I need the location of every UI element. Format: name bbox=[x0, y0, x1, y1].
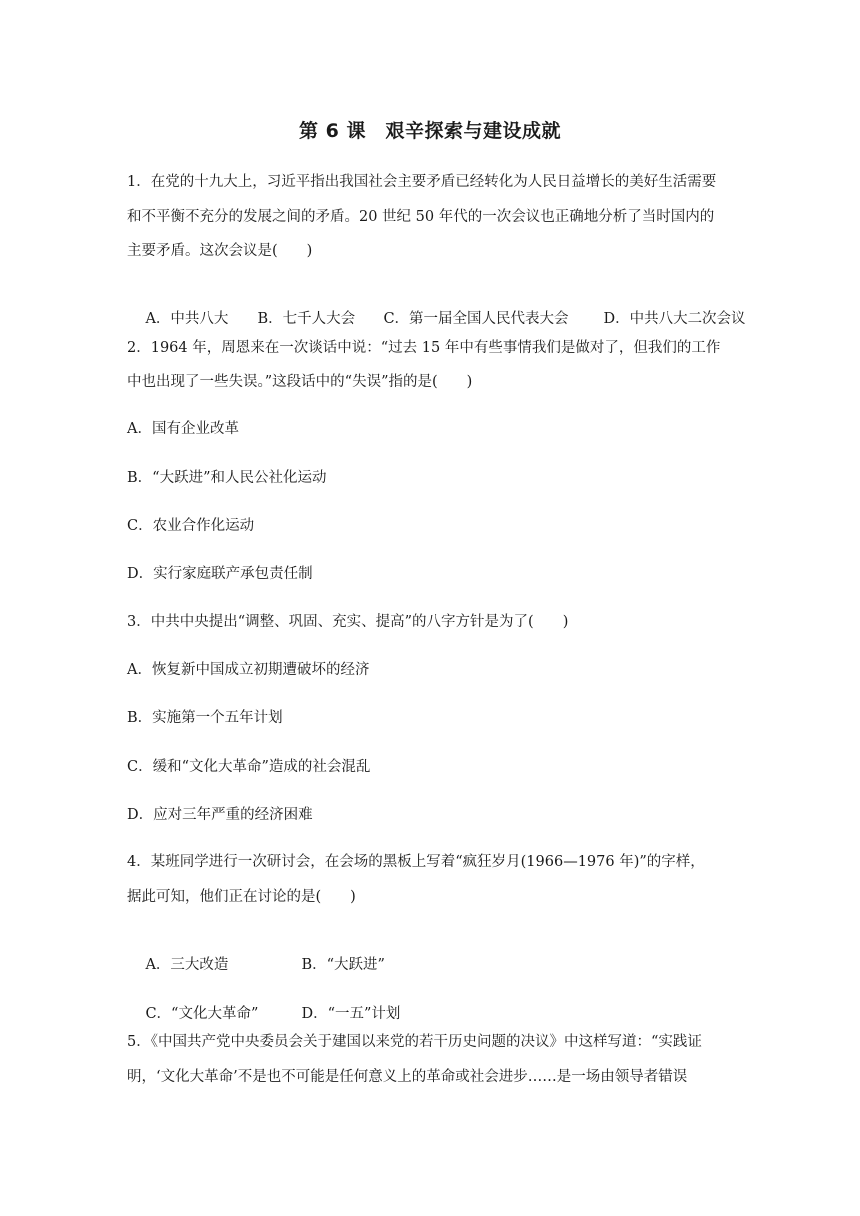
q4-option-b[interactable]: B．“大跃进” bbox=[301, 957, 385, 973]
q1-option-d[interactable]: D．中共八大二次会议 bbox=[603, 311, 746, 327]
q5-line-2: 明，‘文化大革命’不是也不可能是任何意义上的革命或社会进步……是一场由领导者错误 bbox=[127, 1069, 688, 1085]
q2-line-1: 2．1964 年，周恩来在一次谈话中说：“过去 15 年中有些事情我们是做对了，但我们的工作 bbox=[127, 340, 721, 356]
q3-option-a[interactable]: A．恢复新中国成立初期遭破坏的经济 bbox=[127, 662, 370, 678]
q1-option-b[interactable]: B．七千人大会 bbox=[257, 311, 356, 327]
page-title: 第 6 课 艰辛探索与建设成就 bbox=[299, 120, 561, 142]
q4-option-a[interactable]: A．三大改造 bbox=[145, 957, 229, 973]
q4-line-1: 4．某班同学进行一次研讨会，在会场的黑板上写着“疯狂岁月(1966—1976 年)”的字样， bbox=[127, 854, 705, 870]
q3-option-d[interactable]: D．应对三年严重的经济困难 bbox=[127, 807, 313, 823]
q5-line-1: 5．《中国共产党中央委员会关于建国以来党的若干历史问题的决议》中这样写道：“实践证 bbox=[127, 1034, 702, 1050]
q1-option-a[interactable]: A．中共八大 bbox=[145, 311, 229, 327]
q3-option-b[interactable]: B．实施第一个五年计划 bbox=[127, 710, 283, 726]
q2-line-2: 中也出现了一些失误。”这段话中的“失误”指的是( ) bbox=[127, 374, 473, 390]
q1-line-2: 和不平衡不充分的发展之间的矛盾。20 世纪 50 年代的一次会议也正确地分析了当时国内的 bbox=[127, 209, 715, 225]
q3-line-1: 3．中共中央提出“调整、巩固、充实、提高”的八字方针是为了( ) bbox=[127, 614, 569, 630]
q1-option-c[interactable]: C．第一届全国人民代表大会 bbox=[383, 311, 569, 327]
q4-line-2: 据此可知，他们正在讨论的是( ) bbox=[127, 889, 356, 905]
q2-option-d[interactable]: D．实行家庭联产承包责任制 bbox=[127, 566, 313, 582]
q2-option-b[interactable]: B．“大跃进”和人民公社化运动 bbox=[127, 470, 327, 486]
q4-option-d[interactable]: D．“一五”计划 bbox=[301, 1006, 401, 1022]
q1-line-1: 1．在党的十九大上，习近平指出我国社会主要矛盾已经转化为人民日益增长的美好生活需要 bbox=[127, 174, 717, 190]
q3-option-c[interactable]: C．缓和“文化大革命”造成的社会混乱 bbox=[127, 759, 371, 775]
q1-line-3: 主要矛盾。这次会议是( ) bbox=[127, 243, 313, 259]
q2-option-a[interactable]: A．国有企业改革 bbox=[127, 421, 239, 437]
q2-option-c[interactable]: C．农业合作化运动 bbox=[127, 518, 255, 534]
q4-option-c[interactable]: C．“文化大革命” bbox=[145, 1006, 259, 1022]
